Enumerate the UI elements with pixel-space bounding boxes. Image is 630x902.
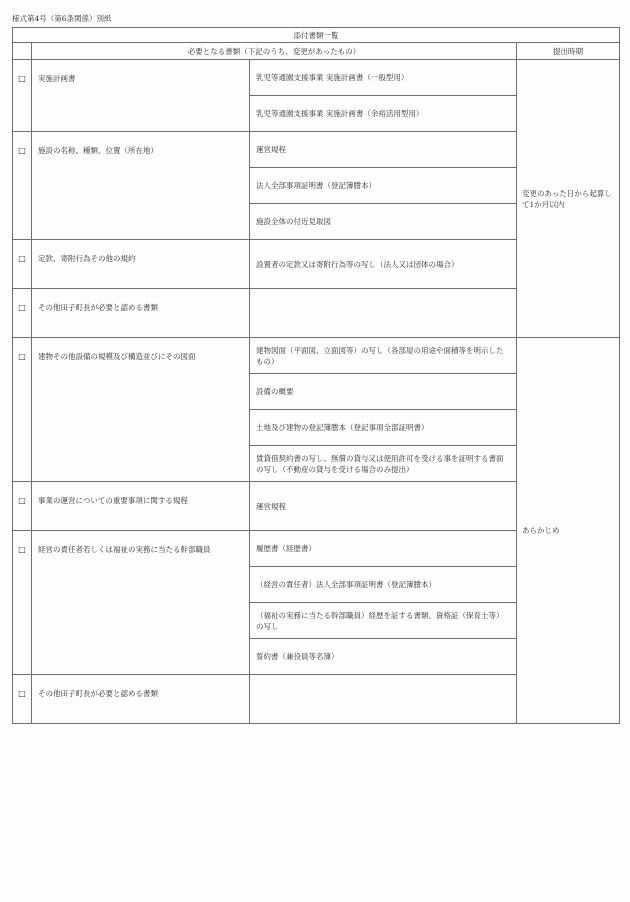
checkbox-icon: □ <box>18 545 26 554</box>
checkbox-cell <box>13 240 32 289</box>
table-header-row <box>13 43 620 60</box>
category-cell: 施設の名称、種類、位置（所在地） <box>32 132 250 240</box>
checkbox-cell <box>13 482 32 531</box>
header-check-cell <box>13 43 32 60</box>
table-title-row <box>13 28 620 43</box>
document-cell: 乳児等通園支援事業 実施計画書（一般型用） <box>250 60 517 96</box>
attachments-table <box>12 27 620 724</box>
timing-cell: あらかじめ <box>517 338 620 724</box>
checkbox-cell <box>13 675 32 724</box>
table-row <box>13 338 620 374</box>
category-cell: その他田子町長が必要と認める書類 <box>32 289 250 338</box>
document-cell: 運営規程 <box>250 482 517 531</box>
category-cell: 実施計画書 <box>32 60 250 132</box>
document-cell: 賃貸借契約書の写し、無償の貸与又は使用許可を受ける事を証明する書面の写し（不動産の貸与を受ける場合のみ提出） <box>250 446 517 482</box>
document-cell: （経営の責任者）法人全部事項証明書（登記簿謄本） <box>250 567 517 603</box>
checkbox-icon: □ <box>18 254 26 263</box>
checkbox-cell <box>13 132 32 240</box>
checkbox-cell <box>13 60 32 132</box>
table-title: 添付書類一覧 <box>13 28 620 43</box>
checkbox-icon: □ <box>18 496 26 505</box>
document-cell: 施設全体の付近見取図 <box>250 204 517 240</box>
checkbox-cell <box>13 289 32 338</box>
document-cell: 設置者の定款又は寄附行為等の写し（法人又は団体の場合） <box>250 240 517 289</box>
checkbox-cell <box>13 531 32 675</box>
timing-cell: 変更のあった日から起算して1か月以内 <box>517 60 620 338</box>
category-cell: 建物その他設備の規模及び構造並びにその図面 <box>32 338 250 482</box>
document-cell: （福祉の実務に当たる幹部職員）経歴を証する書類、資格証（保育士等）の写し <box>250 603 517 639</box>
category-cell: 事業の運営についての重要事項に関する規程 <box>32 482 250 531</box>
header-timing: 提出時期 <box>517 43 620 60</box>
document-cell-empty <box>250 289 517 338</box>
document-cell: 設備の概要 <box>250 374 517 410</box>
document-cell: 履歴書（経歴書） <box>250 531 517 567</box>
checkbox-icon: □ <box>18 74 26 83</box>
checkbox-cell <box>13 338 32 482</box>
document-cell: 土地及び建物の登記簿謄本（登記事項全部証明書） <box>250 410 517 446</box>
header-documents: 必要となる書類（下記のうち、変更があったもの） <box>32 43 517 60</box>
category-cell: 定款、寄附行為その他の規約 <box>32 240 250 289</box>
checkbox-icon: □ <box>18 352 26 361</box>
category-cell: その他田子町長が必要と認める書類 <box>32 675 250 724</box>
table-row <box>13 60 620 96</box>
checkbox-icon: □ <box>18 146 26 155</box>
form-caption: 様式第4号（第6条関係）別紙 <box>12 14 112 23</box>
document-cell: 建物図面（平面図、立面図等）の写し（各部屋の用途や面積等を明示したもの） <box>250 338 517 374</box>
document-cell: 誓約書（兼役員等名簿） <box>250 639 517 675</box>
checkbox-icon: □ <box>18 303 26 312</box>
document-cell-empty <box>250 675 517 724</box>
category-cell: 経営の責任者若しくは福祉の実務に当たる幹部職員 <box>32 531 250 675</box>
document-cell: 乳児等通園支援事業 実施計画書（余裕活用型用） <box>250 96 517 132</box>
checkbox-icon: □ <box>18 689 26 698</box>
document-cell: 運営規程 <box>250 132 517 168</box>
document-cell: 法人全部事項証明書（登記簿謄本） <box>250 168 517 204</box>
